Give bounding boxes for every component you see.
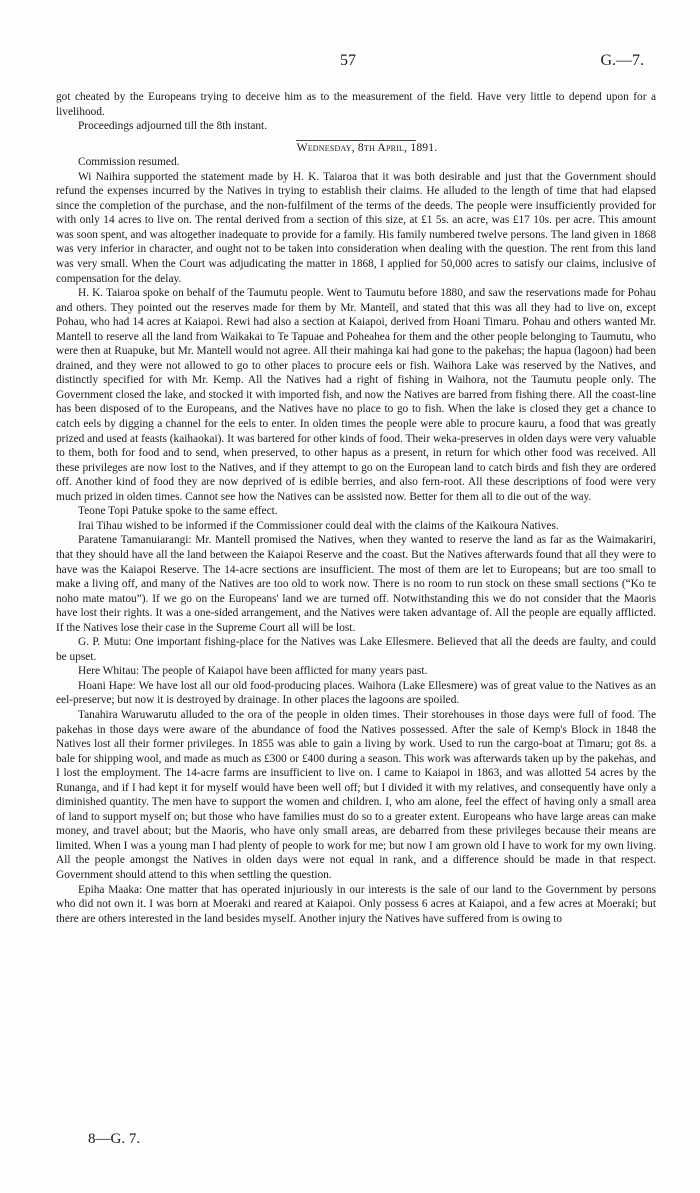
paragraph: G. P. Mutu: One important fishing-place for the Natives was Lake Ellesmere. Believed that all the deeds are faulty, and could be upset. <box>56 636 656 663</box>
page-header <box>0 52 700 72</box>
paragraph: Epiha Maaka: One matter that has operated injuriously in our interests is the sale of our land to the Government by persons who did not own it. I was born at Moeraki and reared at Kaiapoi. Only possess 6 acres at Kaiapoi, and a few acres at Moeraki; but there are others interested in the land besides myself. Another injury the Natives have suffered from is owing to <box>56 883 656 925</box>
date-heading: Wednesday, 8th April, 1891. <box>296 140 438 154</box>
sheet-signature: 8—G. 7. <box>88 1131 141 1147</box>
paragraph: Wi Naihira supported the statement made by H. K. Taiaroa that it was both desirable and just that the Government should refund the expenses incurred by the Natives in trying to establish their claims. He alluded to the length of time that had elapsed since the completion of the purchase, and the non-fulfilment of the terms of the deeds. The people were insufficiently provided for with only 14 acres to live on. The rental derived from a section of this size, at £1 5s. an acre, was £17 10s. per acre. This amount was soon spent, and was altogether inadequate to provide for a family. His family numbered twelve persons. The land given in 1868 was very inferior in character, and ought not to be taken into consideration when dealing with the question. The rent from this land was very small. When the Court was adjudicating the matter in 1868, I applied for 50,000 acres to satisfy our claims, inclusive of compensation for the delay. <box>56 170 656 285</box>
paragraph: Here Whitau: The people of Kaiapoi have been afflicted for many years past. <box>78 665 428 678</box>
continued-paragraph: got cheated by the Europeans trying to deceive him as to the measurement of the field. Have very little to depend upon for a livelihood. <box>56 91 656 118</box>
page-number: 57 <box>340 52 356 69</box>
paragraph: Paratene Tamanuiarangi: Mr. Mantell promised the Natives, when they wanted to reserve the land as far as the Waimakariri, that they should have all the land between the Kaiapoi Reserve and the coast. But the Natives afterwards found that all they were to have was the Kaiapoi Reserve. The 14-acre sections are insufficient. The most of them are let to Europeans; but are too small to make a living off, and many of the Natives are too old to work now. There is no room to run stock on these small sections (“Ko te noho mate matou”). If we go on the Europeans' land we are turned off. Notwithstanding this we do not consider that the Maoris have lost their rights. It was a one-sided arrangement, and the Natives were taken advantage of. All the people are equally afflicted. If the Natives lose their case in the Supreme Court all will be lost. <box>56 534 656 634</box>
document-reference: G.—7. <box>600 52 644 69</box>
document-body <box>56 90 656 926</box>
paragraph: Commission resumed. <box>78 156 180 169</box>
paragraph: Teone Topi Patuke spoke to the same effect. <box>78 505 278 518</box>
paragraph: H. K. Taiaroa spoke on behalf of the Taumutu people. Went to Taumutu before 1880, and saw the reservations made for Pohau and others. They pointed out the reserves made for them by Mr. Mantell, and stated that this was all they had to live on, except Pohau, who had 14 acres at Kaiapoi. Rewi had also a section at Kaiapoi, derived from Hoani Timaru. Pohau and others wanted Mr. Mantell to reserve all the land from Waikakai to Te Tapuae and Poheahea for them and the other people belonging to Taumutu, who were then at Ruapuke, but Mr. Mantell would not agree. All their mahinga kai had gone to the pakehas; the hapua (lagoon) had been drained, and they were not allowed to go to other places to procure eels or fish. Waihora Lake was reserved by the Natives, and distinctly specified for with Mr. Kemp. All the Natives had a right of fishing in Waihora, not the Taumutu people only. The Government closed the lake, and stocked it with imported fish, and now the Natives are barred from fishing there. All the coast-line has been disposed of to the Europeans, and the Natives have no place to go to fish. When the lake is closed they get a chance to catch eels by digging a channel for the eels to enter. In olden times the people were able to procure kauru, a food that was greatly prized and used at feasts (kaihaokai). It was bartered for other kinds of food. Their weka-preserves in olden days were very valuable to them, both for food and to send, when preserved, to other hapus as a present, in return for which other food was received. All these privileges are now lost to the Natives, and if they attempt to go on the European land to catch birds and fish they are ordered off. Another kind of food they are now deprived of is edible berries, and also fern-root. All these descriptions of food were very much prized in olden times. Cannot see how the Natives can be assisted now. Better for them all to die out of the way. <box>56 287 656 503</box>
paragraph: Hoani Hape: We have lost all our old food-producing places. Waihora (Lake Ellesmere) was of great value to the Natives as an eel-preserve; but now it is destroyed by drainage. In other places the lagoons are spoiled. <box>56 679 656 707</box>
adjournment-paragraph: Proceedings adjourned till the 8th instant. <box>78 120 268 133</box>
paragraph: Irai Tihau wished to be informed if the Commissioner could deal with the claims of the Kaikoura Natives. <box>78 519 559 532</box>
paragraph: Tanahira Waruwarutu alluded to the ora of the people in olden times. Their storehouses in those days were full of food. The pakehas in those days were aware of the abundance of food the Natives possessed. After the sale of Kemp's Block in 1848 the Natives lost all their former privileges. In 1855 was able to gain a living by work. Used to run the cargo-boat at Timaru; got 8s. a bale for shipping wool, and made as much as £300 or £400 during a season. This work was afterwards taken up by the pakehas, and I lost the employment. The 14-acre farms are insufficient to live on. I came to Kaiapoi in 1863, and was allotted 54 acres by the Runanga, and if I had kept it for myself would have been well off; but I divided it with my relatives, and consequently have only a diminished quantity. The men have to support the women and children. I, who am alone, feel the effect of having only a small area of land to support myself on; but those who have families must do so to a greater extent. Europeans who have large areas can make money, and travel about; but the Maoris, who have only small areas, are debarred from these privileges because their means are limited. When I was a young man I had plenty of people to work for me; but now I am grown old I have to work for my own living. All the people amongst the Natives in olden days were not equal in rank, and a difference should be made in that respect. Government should attend to this when settling the question. <box>56 708 656 881</box>
